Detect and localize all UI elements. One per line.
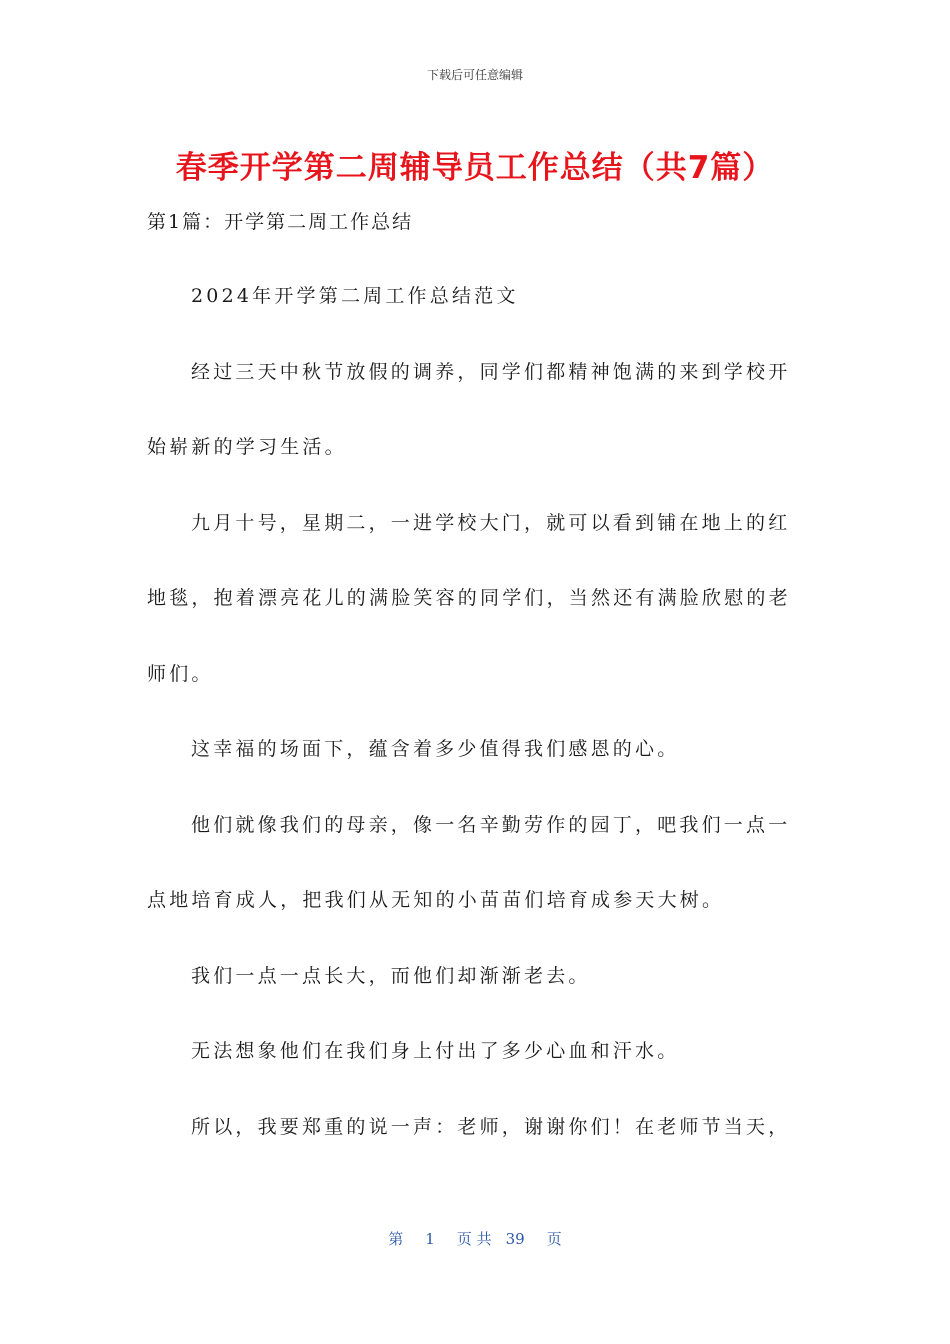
paragraph-line: 我们一点一点长大，而他们却渐渐老去。 — [191, 964, 591, 987]
paragraph-line: 他们就像我们的母亲，像一名辛勤劳作的园丁，吧我们一点一 — [191, 813, 791, 836]
page-footer — [0, 1228, 950, 1249]
footer-suffix: 页 — [546, 1230, 562, 1248]
footer-total-pages: 39 — [505, 1230, 525, 1248]
paragraph-line: 师们。 — [147, 662, 214, 685]
paragraph-line: 2024年开学第二周工作总结范文 — [191, 285, 519, 307]
paragraph-line: 无法想象他们在我们身上付出了多少心血和汗水。 — [191, 1040, 680, 1062]
footer-current-page: 1 — [425, 1230, 435, 1248]
paragraph-line: 所以，我要郑重的说一声：老师，谢谢你们！在老师节当天， — [191, 1115, 791, 1138]
footer-prefix: 第 — [388, 1230, 404, 1248]
document-body — [147, 276, 795, 1182]
document-title: 春季开学第二周辅导员工作总结（共7篇） — [175, 150, 775, 186]
paragraph-line: 这幸福的场面下，蕴含着多少值得我们感恩的心。 — [191, 738, 680, 760]
footer-middle: 页 共 — [456, 1230, 492, 1248]
paragraph-line: 地毯，抱着漂亮花儿的满脸笑容的同学们，当然还有满脸欣慰的老 — [147, 587, 791, 609]
header-note: 下载后可任意编辑 — [426, 68, 523, 82]
paragraph-line: 经过三天中秋节放假的调养，同学们都精神饱满的来到学校开 — [191, 360, 791, 383]
section-heading: 第1篇：开学第二周工作总结 — [147, 211, 414, 233]
paragraph-line: 点地培育成人，把我们从无知的小苗苗们培育成参天大树。 — [147, 889, 725, 911]
paragraph-line: 九月十号，星期二，一进学校大门，就可以看到铺在地上的红 — [191, 511, 791, 534]
paragraph-line: 始崭新的学习生活。 — [147, 436, 347, 458]
